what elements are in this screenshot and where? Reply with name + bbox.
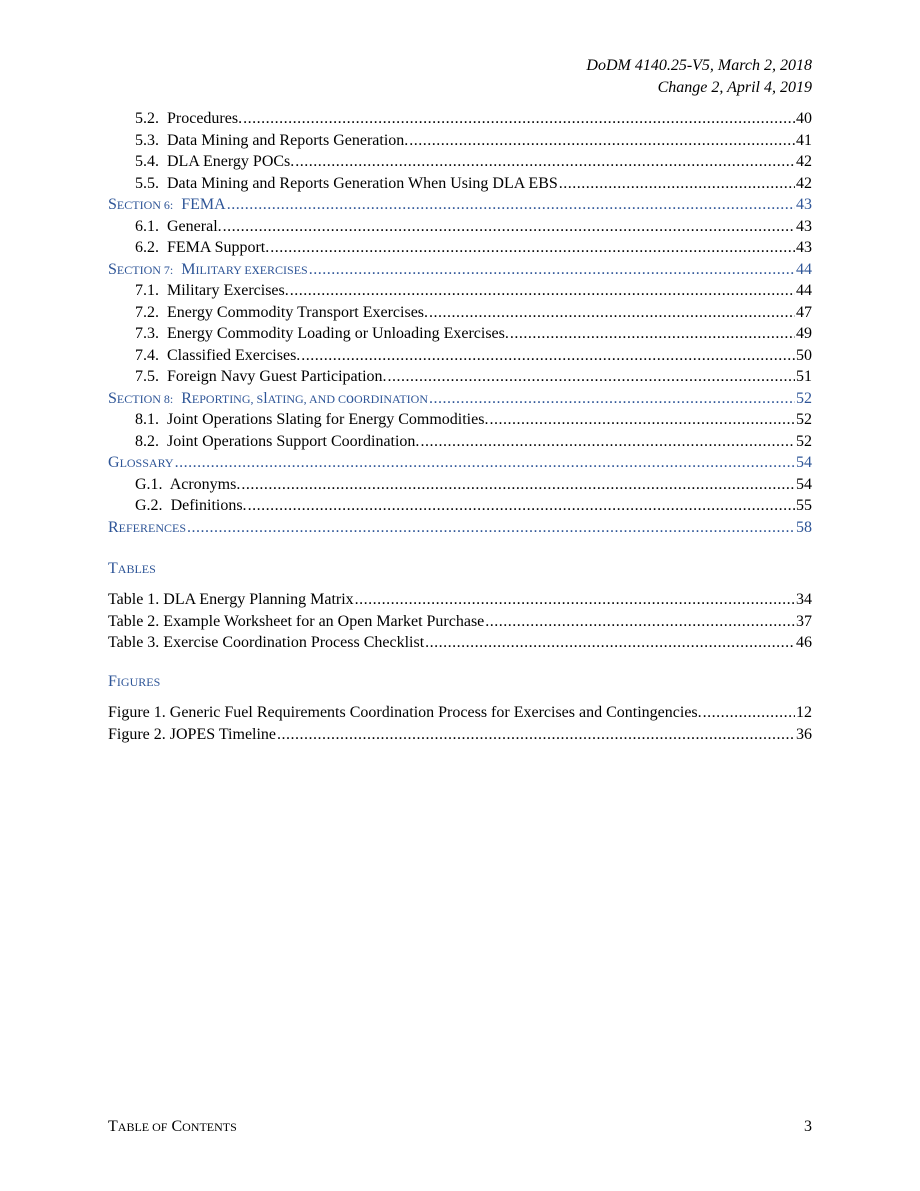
toc-entry-label: [135, 495, 247, 517]
toc-cap-rest: ORDINATION: [354, 391, 428, 406]
toc-section-title: [181, 261, 308, 278]
toc-subsection-link[interactable]: [108, 130, 812, 152]
toc-entry-label: [135, 216, 222, 238]
toc-entry-title: Procedures.: [167, 110, 243, 127]
toc-entry-label: [135, 409, 488, 431]
toc-section-name: [108, 454, 174, 471]
toc-entry-number: 6.1.: [135, 217, 159, 235]
toc-subsection-link[interactable]: [108, 495, 812, 517]
page-number: 3: [804, 1118, 812, 1135]
toc-entry-title: Military Exercises.: [167, 282, 289, 299]
toc-page-number: 47: [796, 303, 812, 321]
toc-subsection-link[interactable]: [108, 151, 812, 173]
toc-entry-label: [135, 280, 289, 302]
toc-cap-rest: LOSSARY: [119, 456, 174, 470]
figures-heading: FIGURES: [108, 673, 161, 690]
toc-entry-label: [135, 130, 408, 152]
toc-entry-title: DLA Energy POCs.: [167, 153, 295, 170]
toc-cap-letter: S: [108, 389, 117, 407]
toc-leader-dots: [227, 194, 795, 216]
toc-subsection-link[interactable]: [108, 323, 812, 345]
figure-list-entry[interactable]: [108, 702, 812, 724]
toc-page-number: 52: [796, 389, 812, 407]
toc-page-number: 51: [796, 368, 812, 385]
toc-leader-dots: [301, 345, 795, 367]
toc-entry-title: FEMA Support.: [167, 239, 270, 256]
toc-entry-label: [135, 474, 240, 496]
toc-leader-dots: [489, 409, 795, 431]
toc-entry-label: [108, 452, 174, 475]
toc-section-title: [181, 196, 225, 213]
tables-list: [108, 589, 812, 654]
toc-leader-dots: [248, 495, 795, 517]
toc-leader-dots: [175, 452, 795, 474]
toc-entry-number: 5.4.: [135, 153, 159, 170]
toc-leader-dots: [355, 589, 795, 611]
toc-entry-label: [135, 173, 558, 195]
toc-section-name: [108, 196, 173, 213]
toc-cap-letter: FEMA: [181, 196, 226, 213]
toc-entry-label: [108, 194, 226, 217]
toc-entry-label: [135, 108, 242, 130]
toc-section-title: [181, 390, 428, 407]
toc-leader-dots: [409, 130, 795, 152]
toc-entry-number: 7.2.: [135, 303, 159, 321]
toc-entry-number: 5.5.: [135, 174, 159, 192]
toc-leader-dots: [429, 302, 795, 324]
toc-subsection-link[interactable]: [108, 237, 812, 259]
toc-leader-dots: [243, 108, 795, 130]
toc-page-number: 54: [796, 454, 812, 471]
toc-subsection-link[interactable]: [108, 173, 812, 195]
toc-section-link[interactable]: [108, 194, 812, 216]
toc-entry-number: 5.3.: [135, 131, 159, 149]
toc-subsection-link[interactable]: [108, 280, 812, 302]
table-list-entry[interactable]: [108, 632, 812, 654]
toc-entry-number: 6.2.: [135, 239, 159, 256]
toc-leader-dots: [510, 323, 795, 345]
toc-entry-label: [135, 323, 509, 345]
toc-leader-dots: [295, 151, 795, 173]
figure-list-entry-page: 12: [796, 704, 812, 721]
toc-cap-rest: ECTION 7:: [116, 262, 174, 277]
toc-subsection-link[interactable]: [108, 409, 812, 431]
figure-list-entry-label: Figure 1. Generic Fuel Requirements Coordination Process for Exercises and Contingencies.: [108, 704, 702, 721]
toc-entry-title: General.: [167, 217, 222, 235]
header-change: Change 2, April 4, 2019: [657, 79, 812, 96]
footer-section-title: TABLE OF CONTENTS: [108, 1118, 237, 1135]
toc-section-link[interactable]: [108, 517, 812, 539]
table-list-entry-label: Table 1. DLA Energy Planning Matrix: [108, 591, 354, 608]
toc-subsection-link[interactable]: [108, 216, 812, 238]
toc-cap-letter: S: [108, 196, 117, 213]
toc-cap-letter: x: [251, 260, 260, 278]
toc-cap-rest: EPORTING, S: [191, 391, 264, 406]
toc-page-number: 49: [796, 325, 812, 342]
toc-entry-title: Classified Exercises.: [167, 346, 301, 364]
toc-entry-number: 7.3.: [135, 325, 159, 342]
toc-entry-number: 7.1.: [135, 282, 159, 299]
toc-entry-title: Joint Operations Support Coordination.: [167, 432, 420, 450]
toc-leader-dots: [559, 173, 795, 195]
toc-leader-dots: [703, 702, 795, 724]
table-of-contents-list: [108, 108, 812, 538]
toc-entry-label: [135, 366, 387, 388]
toc-page-number: 50: [796, 346, 812, 364]
toc-entry-number: 8.2.: [135, 432, 159, 450]
toc-cap-letter: o: [346, 389, 354, 407]
toc-page-number: 44: [796, 260, 812, 278]
tables-heading: TABLES: [108, 560, 156, 577]
document-header: [586, 55, 812, 99]
toc-cap-rest: ECTION 6:: [116, 198, 174, 212]
toc-page-number: 52: [796, 411, 812, 428]
toc-leader-dots: [187, 517, 795, 539]
toc-entry-number: 8.1.: [135, 411, 159, 428]
toc-leader-dots: [223, 216, 795, 238]
toc-section-link[interactable]: [108, 259, 812, 281]
figure-list-entry-page: 36: [796, 725, 812, 743]
toc-leader-dots: [277, 724, 795, 746]
toc-cap-rest: ATING, AND C: [267, 391, 346, 406]
toc-entry-title: Energy Commodity Loading or Unloading Exercises.: [167, 325, 509, 342]
toc-page-number: 42: [796, 153, 812, 170]
header-doc-id: DoDM 4140.25-V5, March 2, 2018: [586, 57, 812, 74]
toc-entry-label: [108, 259, 308, 282]
toc-entry-label: [108, 388, 428, 411]
table-list-entry-label: Table 2. Example Worksheet for an Open Market Purchase: [108, 612, 485, 630]
toc-leader-dots: [290, 280, 795, 302]
toc-entry-title: Foreign Navy Guest Participation.: [167, 368, 387, 385]
table-list-entry-page: 46: [796, 634, 812, 651]
figures-list: [108, 702, 812, 745]
toc-entry-number: 7.5.: [135, 368, 159, 385]
toc-page-number: 42: [796, 174, 812, 192]
toc-page-number: 43: [796, 239, 812, 256]
table-list-entry-label: Table 3. Exercise Coordination Process Checklist: [108, 634, 425, 651]
toc-subsection-link[interactable]: [108, 345, 812, 367]
toc-page-number: 55: [796, 497, 812, 514]
toc-entry-label: [135, 237, 269, 259]
toc-entry-number: 7.4.: [135, 346, 159, 364]
toc-subsection-link[interactable]: [108, 474, 812, 496]
toc-entry-label: [135, 345, 300, 367]
toc-subsection-link[interactable]: [108, 366, 812, 388]
toc-entry-label: [135, 431, 419, 453]
toc-cap-letter: M: [181, 260, 196, 278]
toc-section-name: [108, 390, 173, 407]
toc-section-name: [108, 519, 186, 536]
table-list-entry-page: 34: [796, 591, 812, 608]
toc-page-number: 52: [796, 432, 812, 450]
toc-entry-title: Joint Operations Slating for Energy Commodities.: [167, 411, 489, 428]
toc-section-link[interactable]: [108, 452, 812, 474]
toc-page-number: 40: [796, 110, 812, 127]
table-list-entry-page: 37: [796, 612, 812, 630]
toc-page-number: 58: [796, 518, 812, 536]
toc-entry-label: [135, 302, 428, 324]
toc-leader-dots: [388, 366, 795, 388]
toc-cap-rest: ECTION 8:: [116, 391, 174, 406]
toc-page-number: 41: [796, 131, 812, 149]
toc-page-number: 43: [796, 196, 812, 213]
figure-list-entry-label: Figure 2. JOPES Timeline: [108, 725, 277, 743]
toc-cap-letter: l: [263, 389, 268, 407]
toc-leader-dots: [241, 474, 795, 496]
toc-page-number: 43: [796, 217, 812, 235]
figure-list-entry[interactable]: [108, 724, 812, 746]
table-list-entry[interactable]: [108, 589, 812, 611]
toc-leader-dots: [270, 237, 795, 259]
toc-leader-dots: [309, 259, 795, 281]
toc-page-number: 44: [796, 282, 812, 299]
toc-entry-number: G.2.: [135, 497, 163, 514]
toc-page-number: 54: [796, 475, 812, 493]
toc-leader-dots: [425, 632, 795, 654]
toc-entry-label: [108, 517, 186, 540]
toc-entry-title: Data Mining and Reports Generation.: [167, 131, 409, 149]
toc-entry-number: G.1.: [135, 475, 163, 493]
toc-cap-letter: R: [181, 389, 192, 407]
toc-cap-letter: S: [108, 260, 117, 278]
table-list-entry[interactable]: [108, 611, 812, 633]
toc-entry-title: Acronyms.: [169, 475, 241, 493]
toc-cap-letter: G: [108, 454, 120, 471]
toc-leader-dots: [485, 611, 795, 633]
toc-cap-rest: EFERENCES: [118, 520, 187, 535]
toc-section-link[interactable]: [108, 388, 812, 410]
toc-cap-rest: ERCISES: [259, 262, 308, 277]
toc-cap-letter: R: [108, 518, 119, 536]
toc-leader-dots: [429, 388, 795, 410]
toc-entry-title: Definitions.: [170, 497, 247, 514]
toc-section-name: [108, 261, 173, 278]
toc-entry-title: Data Mining and Reports Generation When Using DLA EBS: [167, 174, 558, 192]
toc-subsection-link[interactable]: [108, 108, 812, 130]
toc-entry-title: Energy Commodity Transport Exercises.: [167, 303, 429, 321]
toc-entry-number: 5.2.: [135, 110, 159, 127]
toc-cap-rest: ILITARY E: [195, 262, 252, 277]
toc-subsection-link[interactable]: [108, 302, 812, 324]
toc-subsection-link[interactable]: [108, 431, 812, 453]
toc-entry-label: [135, 151, 294, 173]
toc-leader-dots: [420, 431, 795, 453]
